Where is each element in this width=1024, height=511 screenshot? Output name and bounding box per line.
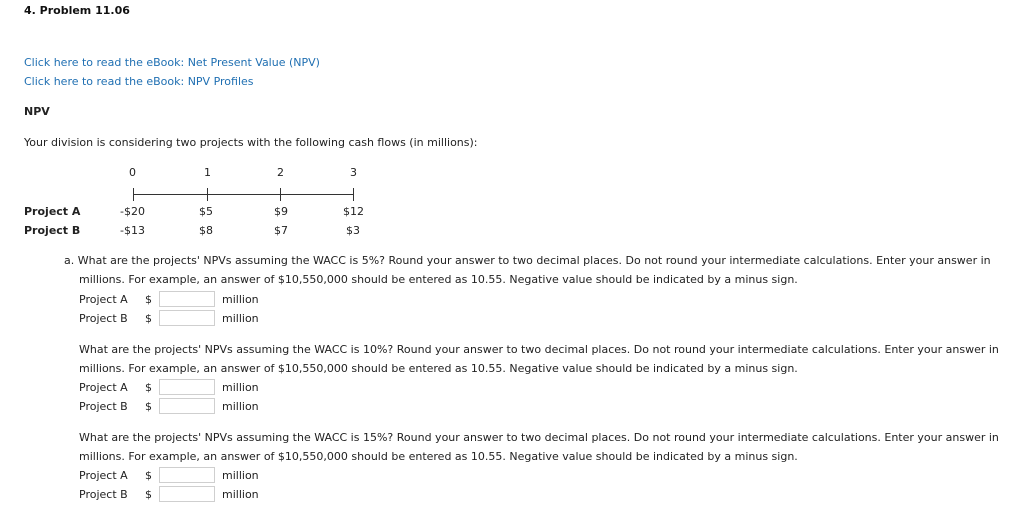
period-label-2: 2 — [277, 166, 284, 179]
question-text-line2: millions. For example, an answer of $10,550,000 should be entered as 10.55. Negative value should be indicated by a minus sign. — [79, 362, 798, 375]
unit-label: million — [222, 293, 259, 306]
unit-label: million — [222, 381, 259, 394]
timeline-axis — [133, 194, 354, 195]
project-b-flow-2: $7 — [274, 224, 288, 237]
section-heading: NPV — [24, 105, 50, 118]
ebook-link-npv-profiles[interactable]: Click here to read the eBook: NPV Profiles — [24, 75, 254, 88]
project-a-label: Project A — [24, 205, 81, 218]
answer-label-project-a: Project A — [79, 381, 128, 394]
npv-input-project-b-5[interactable] — [159, 310, 215, 326]
timeline-tick-3 — [353, 188, 354, 201]
period-label-3: 3 — [350, 166, 357, 179]
project-a-flow-2: $9 — [274, 205, 288, 218]
unit-label: million — [222, 488, 259, 501]
problem-title: 4. Problem 11.06 — [24, 4, 130, 17]
question-text-line1: What are the projects' NPVs assuming the WACC is 15%? Round your answer to two decimal places. Do not round your intermediate calculations. Enter your answer in — [79, 431, 999, 444]
period-label-1: 1 — [204, 166, 211, 179]
answer-label-project-a: Project A — [79, 469, 128, 482]
currency-symbol: $ — [145, 488, 152, 501]
answer-label-project-b: Project B — [79, 488, 128, 501]
period-label-0: 0 — [129, 166, 136, 179]
npv-input-project-a-10[interactable] — [159, 379, 215, 395]
answer-label-project-b: Project B — [79, 312, 128, 325]
npv-input-project-a-15[interactable] — [159, 467, 215, 483]
project-a-flow-3: $12 — [343, 205, 364, 218]
question-text-line2: millions. For example, an answer of $10,550,000 should be entered as 10.55. Negative value should be indicated by a minus sign. — [79, 450, 798, 463]
currency-symbol: $ — [145, 381, 152, 394]
npv-input-project-b-15[interactable] — [159, 486, 215, 502]
project-b-flow-1: $8 — [199, 224, 213, 237]
project-b-label: Project B — [24, 224, 81, 237]
intro-text: Your division is considering two projects with the following cash flows (in millions): — [24, 136, 478, 149]
project-b-flow-0: -$13 — [120, 224, 145, 237]
npv-input-project-a-5[interactable] — [159, 291, 215, 307]
currency-symbol: $ — [145, 469, 152, 482]
question-text-line2: millions. For example, an answer of $10,550,000 should be entered as 10.55. Negative value should be indicated by a minus sign. — [79, 273, 798, 286]
timeline-tick-1 — [207, 188, 208, 201]
answer-label-project-a: Project A — [79, 293, 128, 306]
project-a-flow-0: -$20 — [120, 205, 145, 218]
answer-label-project-b: Project B — [79, 400, 128, 413]
currency-symbol: $ — [145, 293, 152, 306]
project-b-flow-3: $3 — [346, 224, 360, 237]
project-a-flow-1: $5 — [199, 205, 213, 218]
unit-label: million — [222, 469, 259, 482]
npv-input-project-b-10[interactable] — [159, 398, 215, 414]
unit-label: million — [222, 400, 259, 413]
question-text-line1: What are the projects' NPVs assuming the WACC is 10%? Round your answer to two decimal places. Do not round your intermediate calculations. Enter your answer in — [79, 343, 999, 356]
currency-symbol: $ — [145, 312, 152, 325]
unit-label: million — [222, 312, 259, 325]
question-text-line1: a. What are the projects' NPVs assuming the WACC is 5%? Round your answer to two decimal places. Do not round your intermediate calculations. Enter your answer in — [64, 254, 991, 267]
timeline-tick-2 — [280, 188, 281, 201]
ebook-link-npv[interactable]: Click here to read the eBook: Net Present Value (NPV) — [24, 56, 320, 69]
timeline-tick-0 — [133, 188, 134, 201]
currency-symbol: $ — [145, 400, 152, 413]
